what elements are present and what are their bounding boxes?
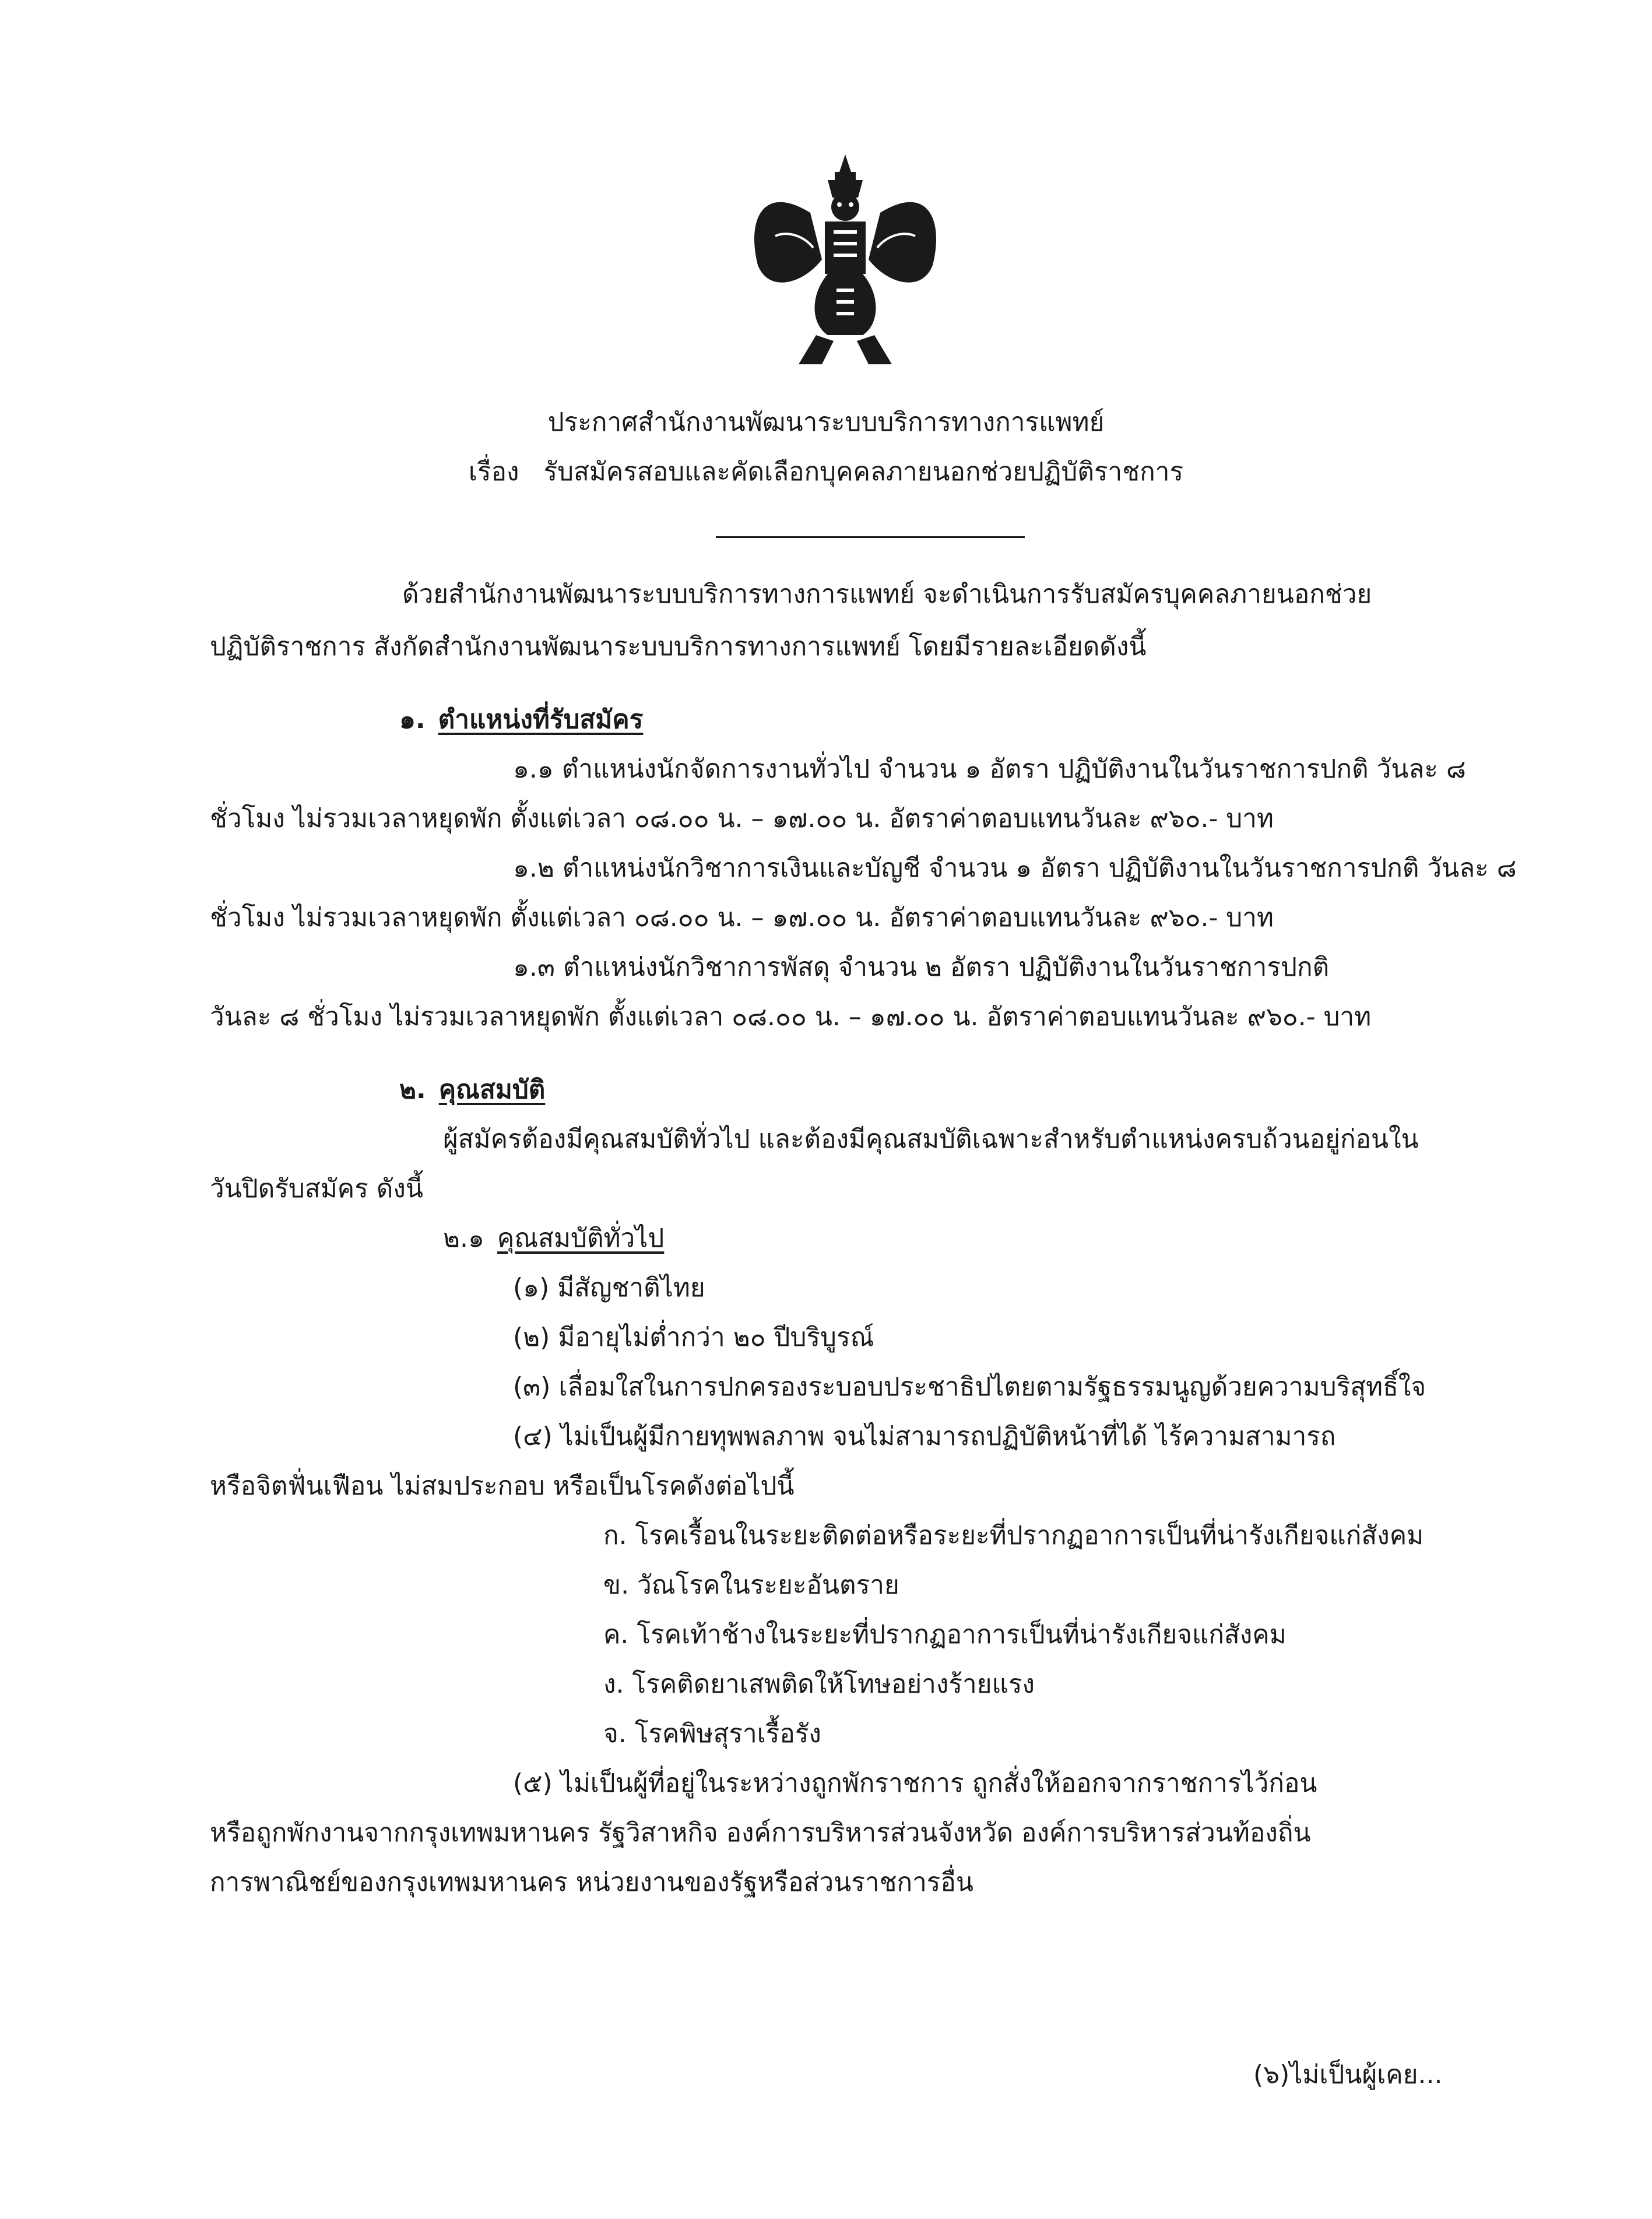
position-1-line-1: ๑.๑ ตำแหน่งนักจัดการงานทั่วไป จำนวน ๑ อัตรา ปฏิบัติงานในวันราชการปกติ วันละ ๘ bbox=[513, 754, 1466, 784]
announcement-title: ประกาศสำนักงานพัฒนาระบบบริการทางการแพทย์ bbox=[547, 407, 1105, 437]
subject-text: รับสมัครสอบและคัดเลือกบุคคลภายนอกช่วยปฏิบัติราชการ bbox=[543, 457, 1184, 487]
disease-item: จ. โรคพิษสุราเรื้อรัง bbox=[603, 1719, 821, 1749]
section-1-number: ๑. bbox=[399, 705, 426, 734]
qualification-4-line-1: (๔) ไม่เป็นผู้มีกายทุพพลภาพ จนไม่สามารถปฏิบัติหน้าที่ได้ ไร้ความสามารถ bbox=[513, 1422, 1336, 1451]
subsection-2-1-number: ๒.๑ bbox=[443, 1223, 484, 1253]
position-1-line-2: ชั่วโมง ไม่รวมเวลาหยุดพัก ตั้งแต่เวลา ๐๘.๐๐ น. – ๑๗.๐๐ น. อัตราค่าตอบแทนวันละ ๙๖๐.- บาท bbox=[210, 804, 1274, 834]
section-2-number: ๒. bbox=[399, 1075, 426, 1105]
intro-line-1: ด้วยสำนักงานพัฒนาระบบบริการทางการแพทย์ จะดำเนินการรับสมัครบุคคลภายนอกช่วย bbox=[402, 579, 1372, 609]
section-2-intro-line-2: วันปิดรับสมัคร ดังนี้ bbox=[210, 1174, 423, 1204]
qualification-3: (๓) เลื่อมใสในการปกครองระบอบประชาธิปไตยตามรัฐธรรมนูญด้วยความบริสุทธิ์ใจ bbox=[513, 1372, 1426, 1402]
qualification-5-line-2: หรือถูกพักงานจากกรุงเทพมหานคร รัฐวิสาหกิจ องค์การบริหารส่วนจังหวัด องค์การบริหารส่วนท้องถิ่น bbox=[210, 1818, 1311, 1848]
disease-item: ค. โรคเท้าช้างในระยะที่ปรากฏอาการเป็นที่น่ารังเกียจแก่สังคม bbox=[603, 1620, 1287, 1650]
subsection-2-1-heading bbox=[443, 1221, 664, 1256]
section-2-intro-line-1: ผู้สมัครต้องมีคุณสมบัติทั่วไป และต้องมีคุณสมบัติเฉพาะสำหรับตำแหน่งครบถ้วนอยู่ก่อนใน bbox=[443, 1124, 1419, 1154]
disease-item: ง. โรคติดยาเสพติดให้โทษอย่างร้ายแรง bbox=[603, 1669, 1035, 1699]
qualification-4-line-2: หรือจิตฟั่นเฟือน ไม่สมประกอบ หรือเป็นโรคดังต่อไปนี้ bbox=[210, 1471, 795, 1501]
disease-item: ก. โรคเรื้อนในระยะติดต่อหรือระยะที่ปรากฏอาการเป็นที่น่ารังเกียจแก่สังคม bbox=[603, 1521, 1424, 1550]
section-2-heading bbox=[399, 1072, 545, 1107]
section-2-title: คุณสมบัติ bbox=[438, 1075, 546, 1105]
section-1-title: ตำแหน่งที่รับสมัคร bbox=[438, 705, 644, 734]
qualification-5-line-1: (๕) ไม่เป็นผู้ที่อยู่ในระหว่างถูกพักราชการ ถูกสั่งให้ออกจากราชการไว้ก่อน bbox=[513, 1768, 1317, 1798]
continuation-note: (๖)ไม่เป็นผู้เคย... bbox=[1253, 2060, 1443, 2090]
announcement-subject bbox=[0, 455, 1652, 490]
subject-label: เรื่อง bbox=[468, 457, 519, 487]
subsection-2-1-title: คุณสมบัติทั่วไป bbox=[497, 1223, 665, 1253]
garuda-emblem-icon bbox=[740, 149, 950, 376]
position-3-line-1: ๑.๓ ตำแหน่งนักวิชาการพัสดุ จำนวน ๒ อัตรา ปฏิบัติงานในวันราชการปกติ bbox=[513, 952, 1330, 982]
intro-line-2: ปฏิบัติราชการ สังกัดสำนักงานพัฒนาระบบบริการทางการแพทย์ โดยมีรายละเอียดดังนี้ bbox=[210, 632, 1147, 662]
qualification-2: (๒) มีอายุไม่ต่ำกว่า ๒๐ ปีบริบูรณ์ bbox=[513, 1323, 874, 1352]
section-1-heading bbox=[399, 702, 643, 737]
qualification-5-line-3: การพาณิชย์ของกรุงเทพมหานคร หน่วยงานของรัฐหรือส่วนราชการอื่น bbox=[210, 1868, 973, 1897]
qualification-1: (๑) มีสัญชาติไทย bbox=[513, 1273, 705, 1303]
disease-item: ข. วัณโรคในระยะอันตราย bbox=[603, 1570, 899, 1600]
position-3-line-2: วันละ ๘ ชั่วโมง ไม่รวมเวลาหยุดพัก ตั้งแต่เวลา ๐๘.๐๐ น. – ๑๗.๐๐ น. อัตราค่าตอบแทนวันละ ๙๖๐.- บาท bbox=[210, 1002, 1372, 1032]
position-2-line-1: ๑.๒ ตำแหน่งนักวิชาการเงินและบัญชี จำนวน ๑ อัตรา ปฏิบัติงานในวันราชการปกติ วันละ ๘ bbox=[513, 853, 1517, 883]
position-2-line-2: ชั่วโมง ไม่รวมเวลาหยุดพัก ตั้งแต่เวลา ๐๘.๐๐ น. – ๑๗.๐๐ น. อัตราค่าตอบแทนวันละ ๙๖๐.- บาท bbox=[210, 903, 1274, 933]
title-divider bbox=[716, 536, 1025, 538]
